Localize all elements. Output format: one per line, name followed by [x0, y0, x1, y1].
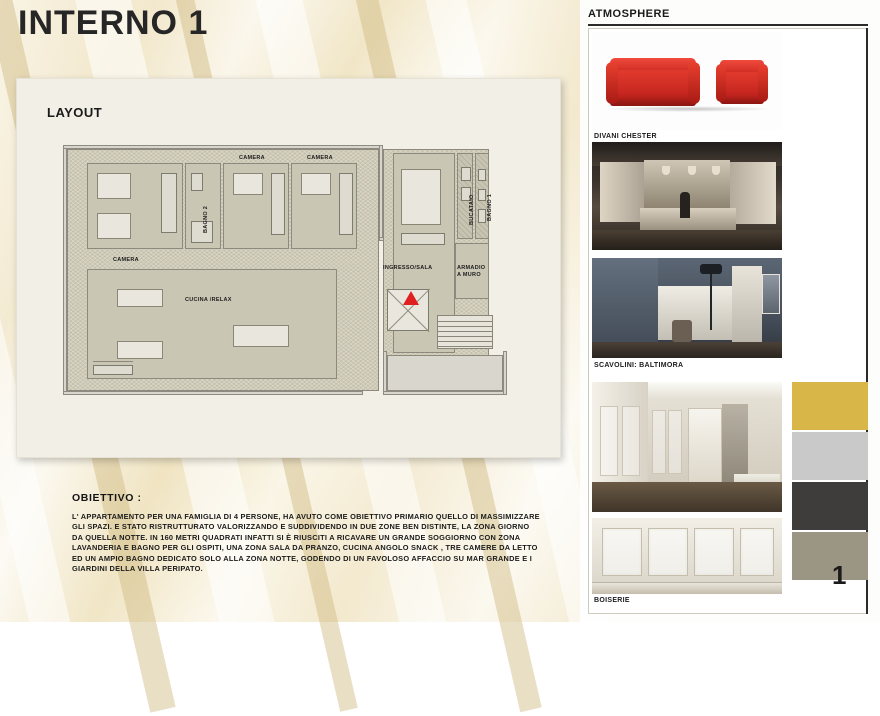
plan-furniture-wardrobe	[271, 173, 285, 235]
plan-furniture-kitchen-run	[93, 365, 133, 375]
plan-furniture-sofa-set	[401, 169, 441, 225]
plan-furniture-sanitary	[191, 173, 203, 191]
plan-furniture-washer	[461, 167, 471, 181]
layout-label: LAYOUT	[47, 105, 103, 120]
plan-room-cucina-relax	[87, 269, 337, 379]
plan-furniture-sofa	[117, 341, 163, 359]
plan-furniture-table	[233, 325, 289, 347]
plan-label-cucina-relax: CUCINA /RELAX	[185, 297, 232, 303]
layout-panel	[16, 78, 561, 458]
caption-boiserie: BOISERIE	[594, 597, 630, 604]
dark-kitchen-photo	[592, 142, 782, 250]
plan-label-bucataio: BUCATAIO	[469, 194, 475, 225]
plan-label-armadio-a-muro: ARMADIO A MURO	[457, 265, 486, 278]
boiserie-wall-panels-photo	[592, 518, 782, 594]
plan-furniture-wc	[478, 169, 486, 181]
plan-label-bagno-2: BAGNO 2	[203, 205, 209, 233]
plan-wall	[383, 391, 507, 395]
plan-furniture-sofa	[117, 289, 163, 307]
plan-label-camera-1: CAMERA	[113, 257, 139, 263]
plan-label-bagno-1: BAGNO 1	[487, 193, 493, 221]
palette-swatch-light-grey	[792, 432, 868, 480]
plan-furniture-bed	[97, 213, 131, 239]
viewpoint-marker-icon	[403, 291, 419, 305]
plan-wall	[63, 391, 363, 395]
plan-furniture-sink	[478, 189, 486, 201]
plan-furniture-bidet	[478, 209, 486, 223]
white-corridor-bedroom-photo	[592, 382, 782, 512]
plan-label-camera-2: CAMERA	[239, 155, 265, 161]
plan-furniture-sideboard	[401, 233, 445, 245]
plan-furniture-wardrobe	[339, 173, 353, 235]
plan-detail-line	[93, 361, 133, 362]
page-number: 1	[832, 560, 847, 590]
atmosphere-divider	[588, 24, 868, 26]
blue-wall-white-cabinetry-photo	[592, 258, 782, 358]
objective-title: OBIETTIVO :	[72, 492, 142, 504]
palette-swatch-charcoal	[792, 482, 868, 530]
plan-label-camera-3: CAMERA	[307, 155, 333, 161]
plan-furniture-wardrobe	[161, 173, 177, 233]
palette-swatch-mustard-gold	[792, 382, 868, 430]
objective-body: L' APPARTAMENTO PER UNA FAMIGLIA DI 4 PERSONE, HA AVUTO COME OBIETTIVO PRIMARIO QUELLO DI MASSIMIZZARE GLI SPAZI. E STATO RISTRUTTURATO VALORIZZANDO E SUDDIVIDENDO IN DUE ZONE BEN DISTINTE, LA ZONA GIORNO DA QUELLA NOTTE. IN 160 METRI QUADRATI INFATTI SI È RIUSCITI A RICAVARE UN GRANDE SOGGIORNO CON ZONA LAVANDERIA E BAGNO PER GLI OSPITI, UNA ZONA SALA DA PRANZO, CUCINA ANGOLO SNACK , TRE CAMERE DA LETTO ED UN AMPIO BAGNO DEDICATO SOLO ALLA ZONA NOTTE, GODENDO DI UN FAVOLOSO AFFACCIO SU MAR GRANDE E I GIARDINI DELLA VILLA PERIPATO.	[72, 512, 540, 574]
red-chesterfield-sofas-photo	[592, 32, 782, 130]
plan-wall	[503, 351, 507, 395]
atmosphere-title: ATMOSPHERE	[588, 8, 670, 20]
caption-divani-chester: DIVANI CHESTER	[594, 133, 657, 140]
page-title: INTERNO 1	[18, 4, 209, 42]
plan-stair	[437, 315, 493, 349]
plan-furniture-shower	[191, 221, 213, 243]
floor-plan	[57, 129, 527, 439]
caption-scavolini-baltimora: SCAVOLINI: BALTIMORA	[594, 362, 684, 369]
plan-corridor	[387, 355, 503, 391]
plan-furniture-bed	[233, 173, 263, 195]
plan-label-ingresso-sala: INGRESSO/SALA	[383, 265, 433, 271]
palette-swatch-warm-grey	[792, 532, 868, 580]
plan-furniture-bed	[97, 173, 131, 199]
plan-furniture-bed	[301, 173, 331, 195]
